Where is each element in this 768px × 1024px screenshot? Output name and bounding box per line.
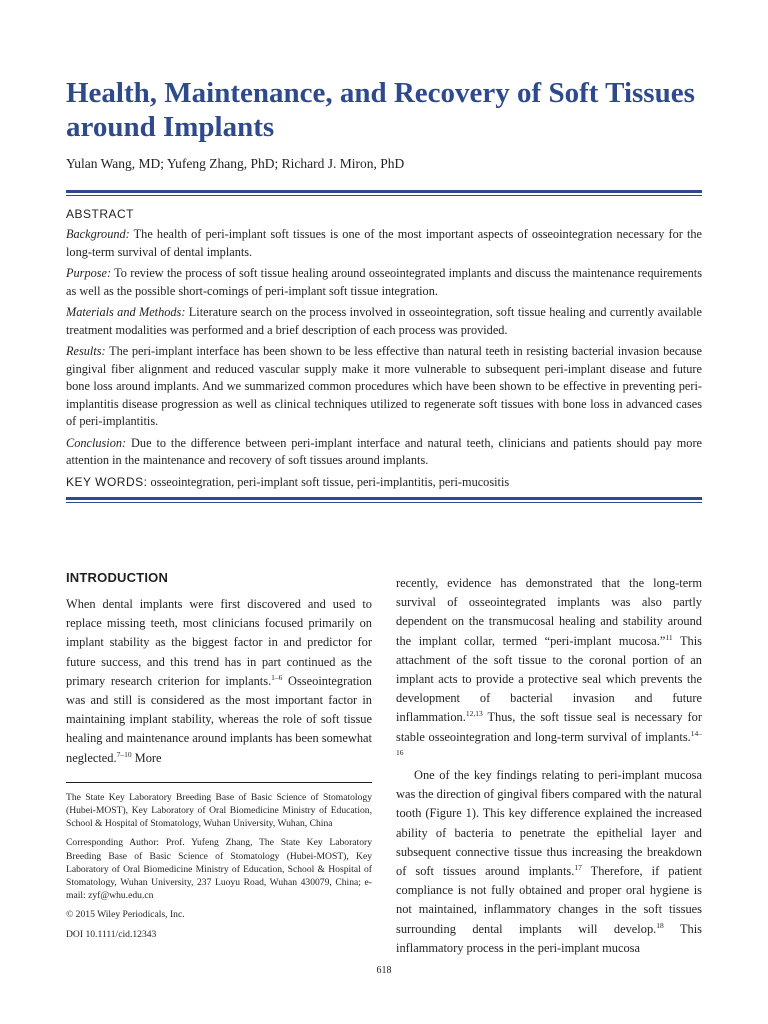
abstract-text: The health of peri-implant soft tissues is one of the most important aspects of osseointegration necessary for the long-term survival of dental implants. — [66, 227, 702, 259]
citation: 12,13 — [465, 709, 483, 719]
page-number: 618 — [376, 965, 392, 976]
abstract-text: Due to the difference between peri-implant interface and natural teeth, clinicians and patients should pay more attention in the maintenance and recovery of soft tissues around implants. — [66, 435, 702, 467]
body-text: Thus, the soft tissue seal is necessary for stable osseointegration and long-term survival of implants. — [396, 710, 702, 744]
keywords — [66, 474, 702, 492]
abstract-background — [66, 226, 702, 261]
abstract-label: Results: — [66, 344, 106, 358]
citation: 7–10 — [116, 749, 132, 759]
abstract-text: Literature search on the process involved in osseointegration, soft tissue healing and currently available treatment modalities was performed and a brief description of each process was provided. — [66, 305, 702, 337]
citation: 11 — [665, 632, 673, 642]
abstract-text: To review the process of soft tissue healing around osseointegrated implants and discuss the maintenance requirements as well as the possible short-comings of peri-implant soft tissue integration. — [66, 266, 702, 298]
abstract-label: Materials and Methods: — [66, 305, 186, 319]
citation: 14–16 — [396, 728, 702, 757]
intro-paragraph-1-continued — [396, 574, 702, 766]
abstract-heading: ABSTRACT — [66, 207, 135, 221]
abstract — [66, 226, 702, 495]
body-text: This inflammatory process in the peri-implant mucosa — [396, 921, 703, 955]
footnote-doi: DOI 10.1111/cid.12343 — [66, 928, 157, 940]
body-text: This attachment of the soft tissue to the coronal portion of an implant acts to provide a protective seal which prevents the development of bacterial invasion and future inflammation. — [396, 633, 702, 725]
intro-paragraph-2 — [396, 766, 702, 958]
citation: 1–6 — [271, 672, 283, 682]
body-text: When dental implants were first discovered and used to replace missing teeth, most clinicians focused primarily on implant stability as the biggest factor in and predictor for future success, and this trend has in part continued as the primary research criterion for implants. — [66, 597, 372, 688]
body-text-continued: More — [131, 750, 162, 765]
article-title: Health, Maintenance, and Recovery of Soft Tissues around Implants — [66, 77, 695, 143]
body-text: Therefore, if patient compliance is not fully obtained and proper oral hygiene is not maintained, inflammatory changes in the soft tissues surrounding dental implants will develop. — [396, 864, 702, 936]
body-text: One of the key findings relating to peri-implant mucosa was the direction of gingival fibers compared with the natural tooth (Figure 1). This key difference explained the increased ability of bacteria to penetrate the epithelial layer and subsequent connective tissue thus increasing the breakdown of soft tissues around implants. — [396, 768, 702, 879]
body-text: Osseointegration was and still is considered as the most important factor in maintaining implant stability, whereas the role of soft tissue healing and maintenance around implants has been somewhat neglected. — [66, 673, 373, 765]
abstract-purpose — [66, 265, 702, 300]
section-heading-introduction: INTRODUCTION — [66, 570, 169, 585]
citation: 18 — [656, 920, 664, 930]
footnote-rule — [66, 782, 372, 783]
right-column — [396, 574, 702, 958]
left-column — [66, 570, 372, 947]
author-list: Yulan Wang, MD; Yufeng Zhang, PhD; Richard J. Miron, PhD — [66, 156, 405, 171]
keywords-text: osseointegration, peri-implant soft tissue, peri-implantitis, peri-mucositis — [147, 474, 510, 489]
keywords-label: KEY WORDS: — [66, 474, 148, 489]
footnote-affiliation: The State Key Laboratory Breeding Base of Basic Science of Stomatology (Hubei-MOST), Key Laboratory of Oral Biomedicine Ministry of Education, School & Hospital of Stomatology, Wuhan University, Wuhan, China — [66, 791, 372, 830]
abstract-methods — [66, 304, 702, 339]
header-rule-bottom — [66, 497, 702, 503]
abstract-conclusion — [66, 435, 702, 470]
abstract-text: The peri-implant interface has been shown to be less effective than natural teeth in resisting bacterial invasion because gingival fiber alignment and reduced vascular supply make it more vulnerable to subsequent peri-implant disease and future bone loss around implants. And we summarized common procedures which have been shown to be effective in preventing peri-implantitis disease progression as well as clinical techniques utilized to regenerate soft tissues with bone loss in advanced cases of peri-implantitis. — [66, 344, 702, 428]
body-text: recently, evidence has demonstrated that the long-term survival of osseointegrated implants was also partly dependent on the transmucosal healing and stability around the implant collar, termed “peri-implant mucosa.” — [396, 576, 702, 648]
abstract-label: Background: — [66, 227, 130, 241]
citation: 17 — [574, 862, 582, 872]
abstract-results — [66, 343, 702, 431]
footnote-corresponding-author: Corresponding Author: Prof. Yufeng Zhang, The State Key Laboratory Breeding Base of Basic Science of Stomatology (Hubei-MOST), Key Laboratory of Oral Biomedicine Ministry of Education, School & Hospital of Stomatology, Wuhan University, 237 Luoyu Road, Wuhan 430079, China; e-mail: zyf@whu.edu.cn — [66, 837, 372, 902]
footnote-copyright: © 2015 Wiley Periodicals, Inc. — [66, 909, 185, 921]
intro-paragraph-1 — [66, 595, 372, 768]
header-rule-top — [66, 190, 702, 196]
abstract-label: Conclusion: — [66, 435, 127, 450]
abstract-label: Purpose: — [66, 266, 112, 280]
